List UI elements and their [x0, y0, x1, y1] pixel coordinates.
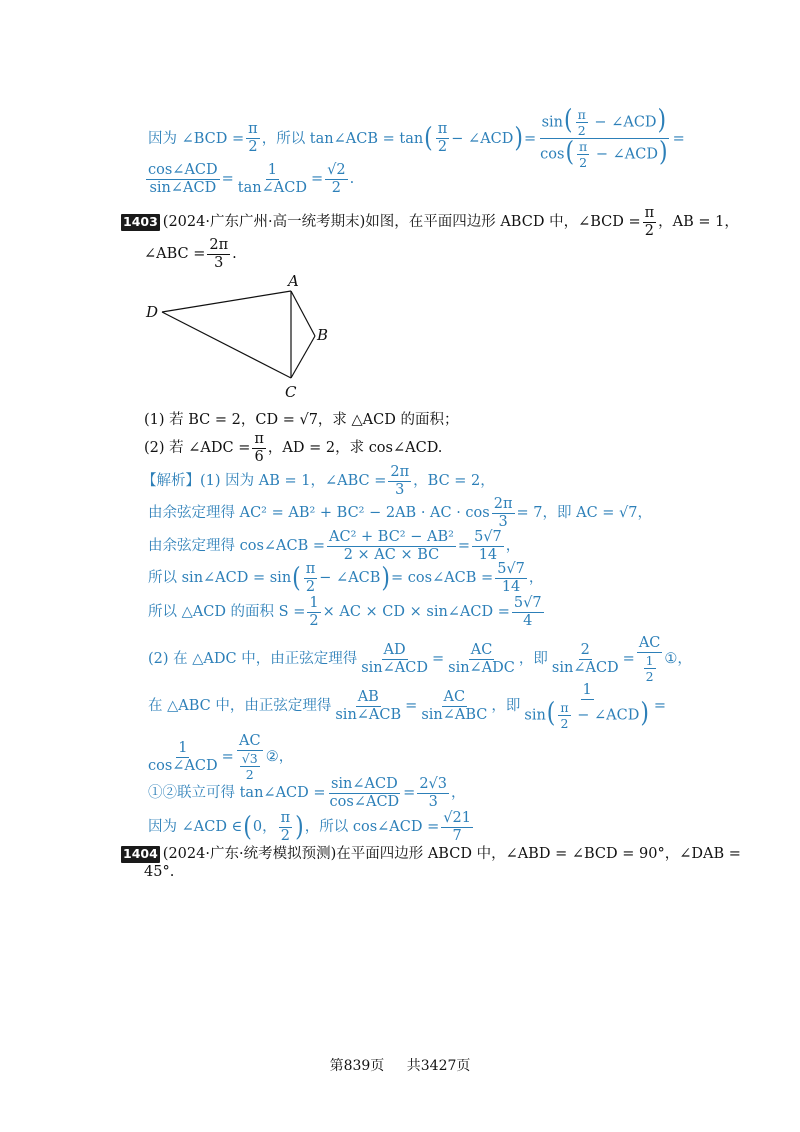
solution-line-1: 【解析】 (1) 因为 AB = 1，∠ABC = $\frac{2\pi}{3}$ ，BC = 2， [142, 464, 495, 499]
fraction: $\frac{5√7}{14}$ [474, 529, 502, 564]
segment-da [162, 291, 291, 312]
fraction: $\frac{1}{2}$ [309, 595, 319, 630]
fraction: $\frac{AB}{\text{sin∠ACB}}$ [335, 689, 402, 724]
fraction: $\frac{\pi}{2}$ [248, 121, 258, 156]
text: − ∠ACD [451, 130, 514, 147]
problem-1404-line-2: 45°. [144, 864, 175, 880]
fraction: $\frac{\pi}{2}$ [305, 561, 316, 596]
label-a: A [288, 272, 299, 290]
solution-tag: 【解析】 [142, 473, 200, 490]
fraction: $\frac{AC}{\frac{1}{2}}$ [638, 635, 661, 685]
fraction: $\frac{1}{\text{cos∠ACD}}$ [148, 740, 218, 775]
segment-bc [291, 336, 315, 378]
solution-line-5: 所以 △ACD 的面积 S = $\frac{1}{2}$ × AC × CD × sin∠ACD = $\frac{5√7}{4}$ [148, 595, 542, 630]
problem-1403-line-1 [121, 206, 739, 239]
fraction: $\frac{AC}{\frac{√3}{2}}$ [238, 733, 261, 783]
cont-line-1: 因为 ∠BCD = $\frac{\pi}{2}$ ，所以 tan∠ACB = tan ( $\frac{\pi}{2}$ − ∠ACD ) = sin( $\frac{\pi}{2}$ − ∠ACD) cos( $\frac{\pi}{2}$ − ∠ACD) = [148, 104, 685, 171]
text: 因为 ∠BCD = [148, 130, 245, 147]
solution-line-7: 在 △ABC 中，由正弦定理得 $\frac{AB}{\text{sin∠ACB}}$ = $\frac{AC}{\text{sin∠ABC}}$ ，即 1 sin( $\frac{\pi}{2}$ − ∠ACD) = [148, 682, 667, 732]
page-footer [0, 1055, 800, 1075]
fraction: $\frac{\text{sin∠ACD}}{\text{cos∠ACD}}$ [329, 776, 400, 811]
fraction: $\frac{5√7}{4}$ [513, 595, 542, 630]
segment-ab [291, 291, 315, 336]
fraction: $\frac{AC}{\text{sin∠ABC}}$ [421, 689, 488, 724]
fraction: sin( $\frac{\pi}{2}$ − ∠ACD) cos( $\frac{\pi}{2}$ − ∠ACD) [540, 104, 668, 171]
quadrilateral-figure [140, 268, 340, 403]
problem-number-badge: 1404 [123, 846, 158, 861]
problem-text: ，AB = 1， [658, 214, 739, 231]
problem-number-badge: 1403 [123, 214, 158, 230]
fraction: $\frac{\pi}{2}$ [437, 121, 448, 156]
solution-line-10: 因为 ∠ACD ∈ ( 0， $\frac{\pi}{2}$ ) ，所以 cos∠ACD = $\frac{√21}{7}$ [148, 810, 471, 845]
fraction: $\frac{\text{cos∠ACD}}{\text{sin∠ACD}}$ [148, 162, 218, 197]
fraction: $\frac{1}{\text{tan∠ACD}}$ [237, 162, 307, 197]
problem-text: (2024·广东·统考模拟预测)在平面四边形 ABCD 中，∠ABD = ∠BCD = 90°，∠DAB = [162, 846, 741, 862]
fraction: $\frac{√2}{2}$ [327, 162, 346, 197]
solution-line-6: (2) 在 △ADC 中，由正弦定理得 $\frac{AD}{\text{sin∠ACD}}$ = $\frac{AC}{\text{sin∠ADC}}$ ，即 $\frac{2}{\text{sin∠ACD}}$ = $\frac{AC}{\frac{1}{2}}$ ①， [148, 635, 692, 685]
solution-line-4: 所以 sin∠ACD = sin ( $\frac{\pi}{2}$ − ∠ACB ) = cos∠ACB = $\frac{5√7}{14}$ ， [148, 561, 544, 596]
problem-1404-line-1 [121, 846, 741, 863]
fraction: $\frac{2\pi}{3}$ [209, 237, 229, 272]
page-number: 第839页 [329, 1058, 385, 1074]
problem-text: (2024·广东广州·高一统考期末)如图，在平面四边形 ABCD 中，∠BCD = [162, 214, 641, 231]
fraction: $\frac{\pi}{2}$ [280, 810, 291, 845]
solution-line-2: 由余弦定理得 AC² = AB² + BC² − 2AB · AC · cos $\frac{2\pi}{3}$ = 7，即 AC = √7， [148, 496, 652, 531]
cont-line-2: $\frac{\text{cos∠ACD}}{\text{sin∠ACD}}$ = $\frac{1}{\text{tan∠ACD}}$ = $\frac{√2}{2}$ . [148, 162, 355, 197]
question-2: (2) 若 ∠ADC = $\frac{\pi}{6}$ ，AD = 2，求 cos∠ACD. [144, 431, 443, 466]
solution-line-8: $\frac{1}{\text{cos∠ACD}}$ = $\frac{AC}{\frac{√3}{2}}$ ②， [148, 733, 294, 783]
fraction: $\frac{\pi}{6}$ [254, 431, 264, 466]
text: ，所以 tan∠ACB = tan [261, 130, 424, 147]
fraction: $\frac{2\pi}{3}$ [390, 464, 410, 499]
fraction: $\frac{2√3}{3}$ [419, 776, 448, 811]
fraction: $\frac{\pi}{2}$ [644, 205, 655, 240]
label-b: B [317, 326, 329, 344]
fraction: $\frac{AC}{\text{sin∠ADC}}$ [448, 642, 515, 677]
segment-dc [162, 312, 291, 378]
solution-line-9: ①②联立可得 tan∠ACD = $\frac{\text{sin∠ACD}}{\text{cos∠ACD}}$ = $\frac{2√3}{3}$ ， [148, 776, 466, 811]
fraction: 1 sin( $\frac{\pi}{2}$ − ∠ACD) [524, 682, 649, 732]
fraction: $\frac{AD}{\text{sin∠ACD}}$ [361, 642, 428, 677]
label-d: D [146, 303, 159, 321]
page-total: 共3427页 [406, 1058, 471, 1074]
fraction: $\frac{2}{\text{sin∠ACD}}$ [551, 642, 619, 677]
fraction: $\frac{√21}{7}$ [443, 810, 471, 845]
fraction: $\frac{2\pi}{3}$ [493, 496, 513, 531]
label-c: C [285, 383, 297, 401]
fraction: $\frac{\text{AC² + BC² − AB²}}{2 \times AC \times BC}$ [329, 529, 454, 564]
problem-1403-line-2: ∠ABC = $\frac{2\pi}{3}$ . [144, 237, 237, 272]
solution-line-3: 由余弦定理得 cos∠ACB = $\frac{\text{AC² + BC² − AB²}}{2 \times AC \times BC}$ = $\frac{5√7}{14}$ ， [148, 529, 521, 564]
fraction: $\frac{5√7}{14}$ [497, 561, 525, 596]
question-1: (1) 若 BC = 2，CD = √7，求 △ACD 的面积； [144, 412, 459, 428]
